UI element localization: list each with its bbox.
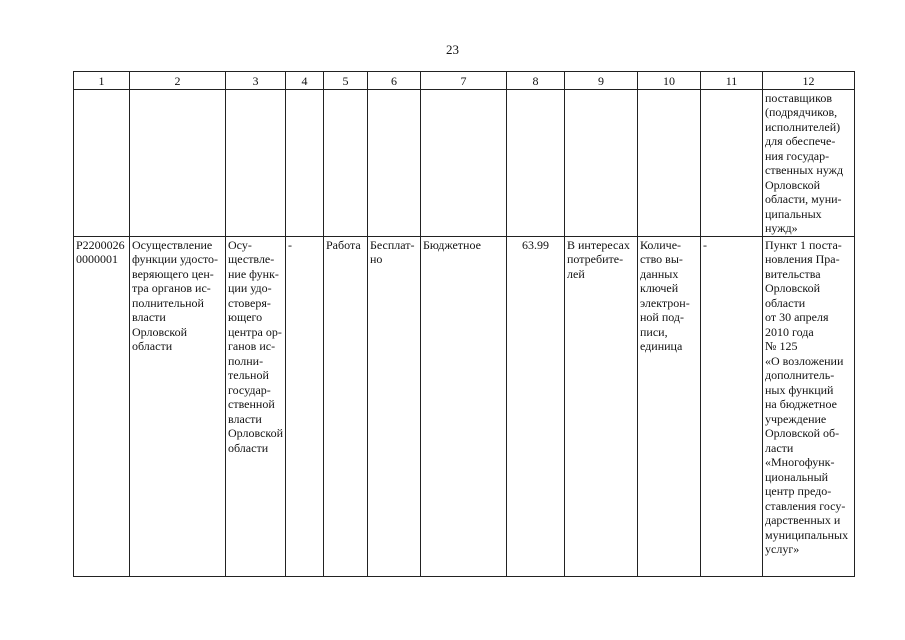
table-cell: - bbox=[701, 236, 763, 576]
indicator-cell: Количе- ство вы- данных ключей электрон- ной под- писи, единица bbox=[638, 236, 701, 576]
institution-type-cell: Бюджетное bbox=[421, 236, 507, 576]
code-value-cell: 63.99 bbox=[507, 236, 565, 576]
column-header: 5 bbox=[324, 72, 368, 90]
table-cell bbox=[226, 89, 286, 236]
table-cell bbox=[421, 89, 507, 236]
table-cell bbox=[286, 89, 324, 236]
table-cell bbox=[507, 89, 565, 236]
table-cell bbox=[324, 89, 368, 236]
table-cell bbox=[368, 89, 421, 236]
table-header-row bbox=[74, 72, 855, 90]
legal-basis-cell: поставщиков (подрядчиков, исполнителей) для обеспече- ния государ- ственных нужд Орловской области, муни- ципальных нужд» bbox=[763, 89, 855, 236]
table-cell bbox=[565, 89, 638, 236]
table-cell bbox=[130, 89, 226, 236]
service-content-cell: Осу- ществле- ние функ- ции удо- стоверя- ющего центра ор- ганов ис- полни- тельной государ- ственной власти Орловской области bbox=[226, 236, 286, 576]
column-header: 10 bbox=[638, 72, 701, 90]
column-header: 2 bbox=[130, 72, 226, 90]
column-header: 11 bbox=[701, 72, 763, 90]
column-header: 3 bbox=[226, 72, 286, 90]
service-type-cell: Работа bbox=[324, 236, 368, 576]
column-header: 1 bbox=[74, 72, 130, 90]
table-cell bbox=[74, 89, 130, 236]
column-header: 4 bbox=[286, 72, 324, 90]
registry-code-cell: P2200026 0000001 bbox=[74, 236, 130, 576]
consumers-cell: В интересах потребите- лей bbox=[565, 236, 638, 576]
column-header: 6 bbox=[368, 72, 421, 90]
table-cell: - bbox=[286, 236, 324, 576]
column-header: 7 bbox=[421, 72, 507, 90]
column-header: 12 bbox=[763, 72, 855, 90]
table-cell bbox=[638, 89, 701, 236]
page-number: 23 bbox=[446, 42, 459, 57]
table-row bbox=[74, 89, 855, 236]
legal-basis-cell: Пункт 1 поста- новления Пра- вительства Орловской области от 30 апреля 2010 года № 125 «О возложении дополнитель- ных функций на бюджетное учреждение Орловской об- ласти «Многофунк- циональный центр предо- ставления госу- дарственных и муниципальных услуг» bbox=[763, 236, 855, 576]
table-cell bbox=[701, 89, 763, 236]
registry-table bbox=[73, 71, 855, 577]
service-name-cell: Осуществление функции удосто- веряющего цен- тра органов ис- полнительной власти Орловской области bbox=[130, 236, 226, 576]
payment-type-cell: Бесплат- но bbox=[368, 236, 421, 576]
column-header: 9 bbox=[565, 72, 638, 90]
column-header: 8 bbox=[507, 72, 565, 90]
table-row bbox=[74, 236, 855, 576]
